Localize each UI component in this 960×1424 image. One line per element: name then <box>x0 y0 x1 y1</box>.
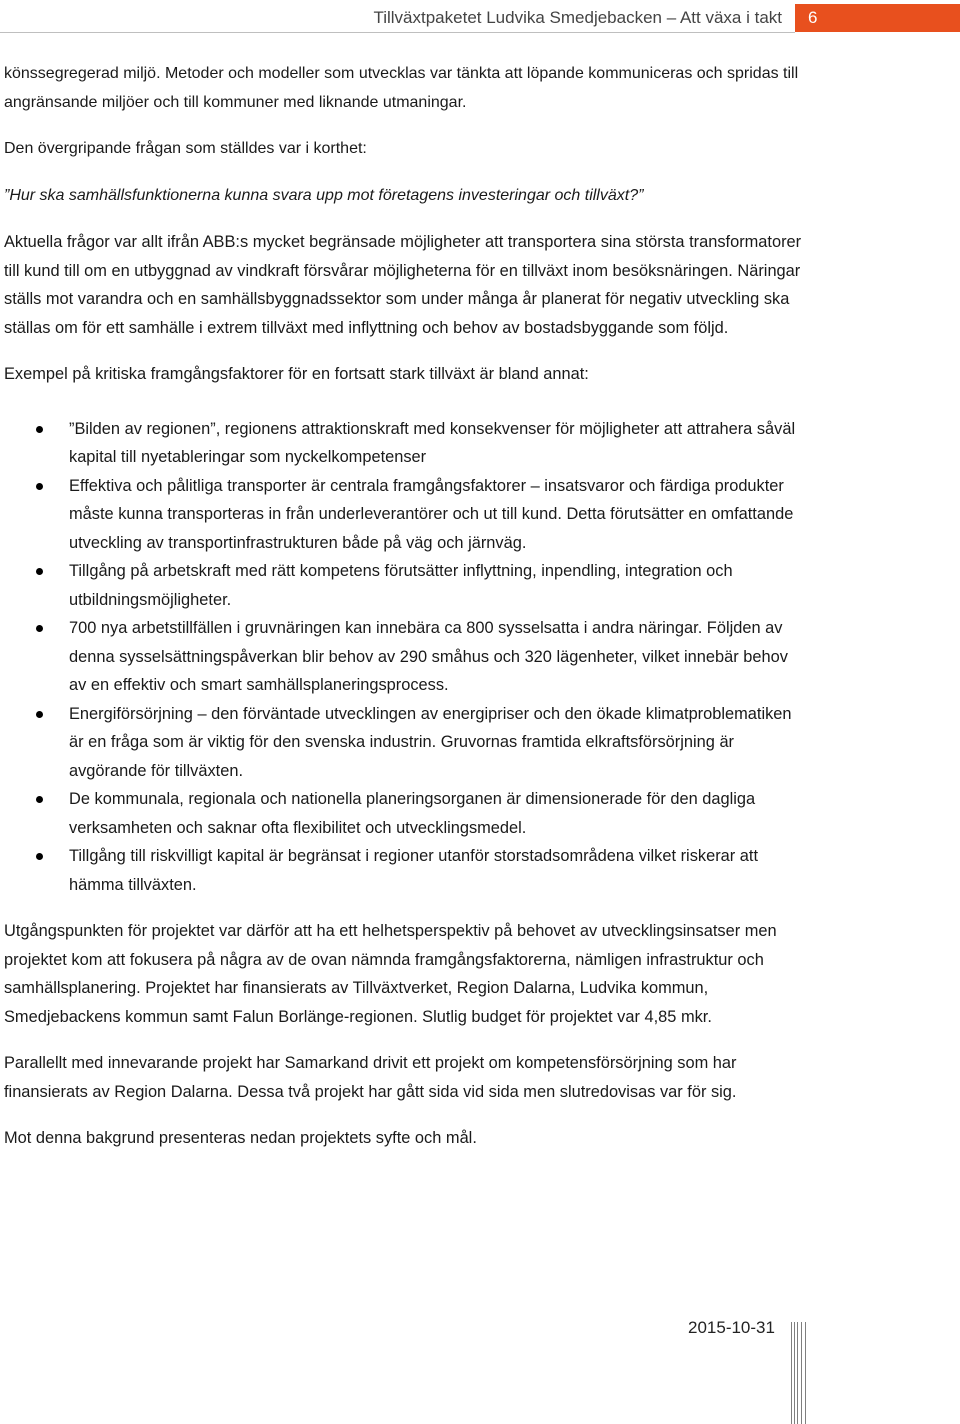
bullet-icon <box>36 711 43 718</box>
current-issues-paragraph: Aktuella frågor var allt ifrån ABB:s mycket begränsade möjligheter att transportera sina största transformatorer till kund till om en utbyggnad av vindkraft försvårar möjligheterna för en tillväxt inom besöksnäringen. Näringar ställs mot varandra och en samhällsbyggnadssektor som under många år planerat för negativ utveckling ska ställas om för ett samhälle i extrem tillväxt med inflyttning och behov av bostadsbyggande som följd. <box>4 233 802 337</box>
document-body <box>4 60 804 1171</box>
question-intro: Den övergripande frågan som ställdes var i korthet: <box>4 140 367 157</box>
list-item-text: De kommunala, regionala och nationella planeringsorganen är dimensionerade för den dagliga verksamheten och saknar ofta flexibilitet och utvecklingsmedel. <box>69 790 756 837</box>
bullet-icon <box>36 625 43 632</box>
bullet-icon <box>36 483 43 490</box>
bullet-icon <box>36 796 43 803</box>
footer-line <box>797 1322 798 1424</box>
bullet-icon <box>36 568 43 575</box>
footer-line <box>791 1322 792 1424</box>
bullet-icon <box>36 426 43 433</box>
list-item <box>4 700 804 786</box>
list-item-text: Effektiva och pålitliga transporter är centrala framgångsfaktorer – insatsvaror och färdiga produkter måste kunna transporteras in från underleverantörer och ut till kund. Detta förutsätter en omfattande utveckling av transportinfrastrukturen både på väg och järnväg. <box>69 476 794 552</box>
list-item-text: Energiförsörjning – den förväntade utvecklingen av energipriser och den ökade klimatproblematiken är en fråga som är viktig för den svenska industrin. Gruvornas framtida elkraftsförsörjning är avgörande för tillväxten. <box>69 704 792 780</box>
bullet-icon <box>36 853 43 860</box>
list-item <box>4 415 804 472</box>
list-item-text: ”Bilden av regionen”, regionens attraktionskraft med konsekvenser för möjligheter att attrahera såväl kapital till nyetableringar som nyckelkompetenser <box>69 419 796 466</box>
list-item <box>4 785 804 842</box>
list-item <box>4 614 804 700</box>
parallel-project-paragraph: Parallellt med innevarande projekt har Samarkand drivit ett projekt om kompetensförsörjning som har finansierats av Region Dalarna. Dessa två projekt har gått sida vid sida men slutredovisas var för sig. <box>4 1054 737 1101</box>
list-item-text: Tillgång på arbetskraft med rätt kompetens förutsätter inflyttning, inpendling, integration och utbildningsmöjligheter. <box>69 562 733 609</box>
footer-date: 2015-10-31 <box>688 1318 775 1337</box>
page-number-badge: 6 <box>795 4 960 32</box>
list-item <box>4 557 804 614</box>
footer-line <box>805 1322 806 1424</box>
factors-intro: Exempel på kritiska framgångsfaktorer för en fortsatt stark tillväxt är bland annat: <box>4 365 589 383</box>
list-item-text: Tillgång till riskvilligt kapital är begränsat i regioner utanför storstadsområdena vilket riskerar att hämma tillväxten. <box>69 847 759 894</box>
success-factors-list <box>4 415 804 900</box>
header-title: Tillväxtpaketet Ludvika Smedjebacken – Att växa i takt <box>373 8 782 27</box>
list-item-text: 700 nya arbetstillfällen i gruvnäringen kan innebära ca 800 sysselsatta i andra näringar. Följden av denna sysselsättningspåverkan blir behov av 290 småhus och 320 lägenheter, vilket innebär behov av en effektiv och smart samhällsplaneringsprocess. <box>69 619 788 694</box>
header-divider <box>0 32 795 33</box>
list-item <box>4 472 804 558</box>
footer-line <box>794 1322 795 1424</box>
starting-point-paragraph: Utgångspunkten för projektet var därför att ha ett helhetsperspektiv på behovet av utvecklingsinsatser men projektet kom att fokusera på några av de ovan nämnda framgångsfaktorerna, nämligen infrastruktur och samhällsplanering. Projektet har finansierats av Tillväxtverket, Region Dalarna, Ludvika kommun, Smedjebackens kommun samt Falun Borlänge-regionen. Slutlig budget för projektet var 4,85 mkr. <box>4 922 777 1026</box>
list-item <box>4 842 804 899</box>
footer-decoration <box>791 1322 807 1424</box>
footer-line <box>801 1322 802 1424</box>
key-question: ”Hur ska samhällsfunktionerna kunna svara upp mot företagens investeringar och tillväxt?” <box>4 186 644 204</box>
intro-paragraph: könssegregerad miljö. Metoder och modeller som utvecklas var tänkta att löpande kommuniceras och spridas till angränsande miljöer och till kommuner med liknande utmaningar. <box>4 65 799 111</box>
closing-paragraph: Mot denna bakgrund presenteras nedan projektets syfte och mål. <box>4 1129 477 1147</box>
